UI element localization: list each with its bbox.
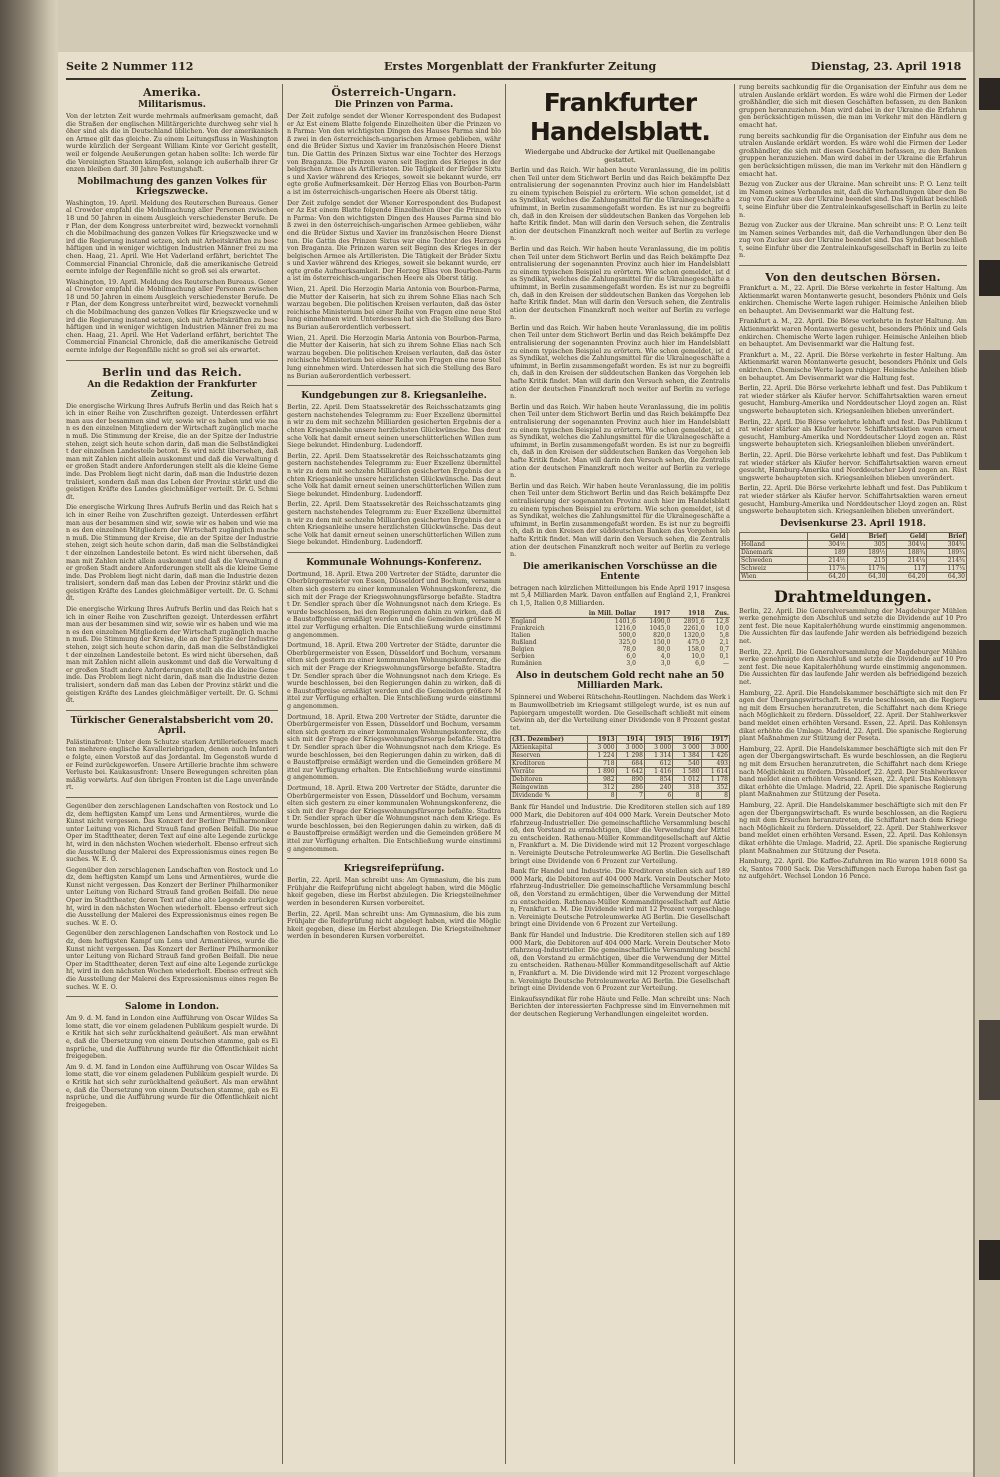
article-text: Dortmund, 18. April. Etwa 200 Vertreter der Städte, darunter die Oberbürgermeister von Essen, Düsseldorf und Bochum, versammelten sich gestern zu einer kommunalen Wohnungskonferenz, die sich mit der Frage der Kriegswohnungsfürsorge befaßte. Stadtrat Dr. Sendler sprach über die Wohnungsnot nach dem Kriege. Es wurde beschlossen, bei den Regierungen dahin zu wirken, daß die Baustoffpreise ermäßigt werden und die Gemeinden größere Mittel zur Verfügung erhalten. Die Entschließung wurde einstimmig angenommen. <box>287 783 501 853</box>
table-header-row <box>511 736 730 744</box>
article-text: Berlin, 22. April. Dem Staatssekretär des Reichsschatzamts ging gestern nachstehendes Telegramm zu: Euer Exzellenz übermitteln wir zu dem mit sechzehn Milliarden gesicherten Ergebnis der achten Kriegsanleihe unsere herzlichsten Glückwünsche. Das deutsche Volk hat damit erneut seinen unerschütterlichen Willen zum Siege bekundet. Hindenburg. Ludendorff. <box>287 451 501 498</box>
page-top-edge <box>58 0 973 52</box>
article-text: Berlin und das Reich. Wir haben heute Veranlassung, die im politischen Teil unter dem Stichwort Berlin und das Reich bekämpfte Dezentralisierung der sogenannten Provinz auch hier im Handelsblatt zu einem typischen Beispiel zu erörtern. Wie schon gemeldet, ist das Syndikat, welches die Zahlungsmittel für die Ukrainegeschäfte aufnimmt, in Berlin zusammengefaßt worden. Es ist nur zu begreiflich, daß in den Kreisen der süddeutschen Banken das Vorgehen lebhafte Kritik findet. Man will darin den Versuch sehen, die Zentralisation der deutschen Finanzkraft noch weiter auf Berlin zu verlegen. <box>510 323 730 401</box>
table-cell: 188¾ <box>887 548 927 556</box>
section-subheading: An die Redaktion der Frankfurter Zeitung. <box>87 379 257 400</box>
article-text: Der Zeit zufolge sendet der Wiener Korrespondent des Budapester Az Est einem Blatte folgende Einzelheiten über die Prinzen von Parma: Von den wichtigsten Dingen des Hauses Parma sind bloß zwei in den österreichisch-ungarischen Armee geblieben, während die Brüder Sixtus und Xavier im französischen Heere Dienst tun. Die Gattin des Prinzen Sixtus war eine Tochter des Herzogs von Braganza. Die Prinzen waren seit Beginn des Krieges in der belgischen Armee als Artilleristen. Die Tätigkeit der Brüder Sixtus und Xavier während des Krieges, soweit sie bekannt wurde, erregte große Aufmerksamkeit. Der Herzog Elias von Bourbon-Parma ist im österreichisch-ungarischen Heere als Oberst tätig. <box>287 112 501 196</box>
table-cell: 1 426 <box>701 752 729 760</box>
section-divider <box>66 797 278 798</box>
article-text: Berlin, 22. April. Die Börse verkehrte lebhaft und fest. Das Publikum trat wieder stärker als Käufer hervor. Schiffahrtsaktien waren erneut gesucht, Hamburg-Amerika und Norddeutscher Lloyd zogen an. Rüstungswerte behaupteten sich. Kriegsanleihen blieben unverändert. <box>739 450 967 482</box>
table-header-row <box>740 532 967 540</box>
column-markets <box>739 84 967 1464</box>
table-cell: 3 000 <box>616 744 644 752</box>
article-headline: Kriegsreifeprüfung. <box>343 864 445 875</box>
table-row <box>510 653 730 660</box>
article-text: rung bereits sachkundig für die Organisation der Einfuhr aus dem neutralen Auslande erklärt worden. Es wäre wohl die Firmen der Ledergroßhändler, die sich mit diesen Geschäften befassen, zu den Bankengruppen heranzuziehen. Man wird dabei in der Ukraine die Erfahrungen berücksichtigen müssen, die man im Verkehr mit den Händlern gemacht hat. <box>739 131 967 178</box>
table-cell: 318 <box>673 784 701 792</box>
article-text: Berlin, 22. April. Dem Staatssekretär des Reichsschatzamts ging gestern nachstehendes Telegramm zu: Euer Exzellenz übermitteln wir zu dem mit sechzehn Milliarden gesicherten Ergebnis der achten Kriegsanleihe unsere herzlichsten Glückwünsche. Das deutsche Volk hat damit erneut seinen unerschütterlichen Willen zum Siege bekundet. Hindenburg. Ludendorff. <box>287 500 501 547</box>
article-text: Washington, 19. April. Meldung des Reuterschen Bureaus. General Crowder empfahl die Mobilmachung aller Personen zwischen 18 und 50 Jahren in einem Ausgleich verschiedenster Berufe. Der Plan, der dem Kongress unterbreitet wird, bezweckt vornehmlich die Mobilmachung des ganzen Volkes für Kriegszwecke und wird die Regierung instand setzen, sich mit Arbeitskräften zu beschäftigen und in weniger wichtigen Industrien Männer frei zu machen. Haag, 21. April. Wie Het Vaderland erfährt, berichtet The Commercial Financial Chronicle, daß die amerikanische Getreideernte infolge der Regenfälle nicht so groß sei als erwartet. <box>66 198 278 276</box>
article-text: Einkaufssyndikat für rohe Häute und Felle. Man schreibt uns: Nach Berichten der interessierten Fachpresse sind im Einvernehmen mit der deutschen Regierung Verhandlungen eingeleitet worden. <box>510 994 730 1018</box>
table-cell: 540 <box>673 760 701 768</box>
table-cell: 325,0 <box>618 639 636 647</box>
table-cell: 10,0 <box>715 625 729 633</box>
table-cell: 0,1 <box>719 653 729 661</box>
article-headline: Mobilmachung des ganzen Volkes für Kriegszwecke. <box>77 176 267 197</box>
adjacent-page-mark <box>979 350 1000 470</box>
article-text: Gegenüber den zerschlagenen Landschaften von Rostock und Lodz, dem heftigsten Kampf um Lens und Armentières, wurde die Kunst nicht vergessen. Das Konzert der Berliner Philharmoniker unter Leitung von Richard Strauß fand großen Beifall. Die neue Oper im Stadttheater, deren Text auf eine alte Legende zurückgeht, wird in den nächsten Wochen wiederholt. Ebenso erfreut sich die Ausstellung der Malerei des Expressionismus eines regen Besuches. W. E. O. <box>66 865 278 927</box>
table-cell: 117¼ <box>927 564 967 572</box>
column-handelsblatt <box>510 84 730 1464</box>
article-headline: Kundgebungen zur 8. Kriegsanleihe. <box>301 391 487 402</box>
table-caption: Devisenkurse 23. April 1918. <box>780 518 926 529</box>
table-header-cell: Geld <box>807 532 847 540</box>
section-divider <box>66 996 278 997</box>
table-cell: 890 <box>616 776 644 784</box>
article-text: Berlin, 22. April. Man schreibt uns: Am Gymnasium, die bis zum Frühjahr die Reifeprüfung nicht abgelegt haben, wird die Möglichkeit gegeben, diese im Herbst abzulegen. Die Kriegsteilnehmer werden in besonderen Kursen vorbereitet. <box>287 876 501 908</box>
table-row <box>511 752 730 760</box>
article-headline: Salome in London. <box>124 1002 220 1013</box>
table-cell: 1320,0 <box>683 632 705 640</box>
article-text: Die energische Wirkung Ihres Aufrufs Berlin und das Reich hat sich in einer Reihe von Zuschriften gezeigt. Unterdessen erfährt man aus der besammen sind wir, sowie wir es haben und wie man es den einzelnen Mitgliedern der Wirtschaft zugänglich machen muß. Die Stimmung der Kreise, die an der Spitze der Industrie stehen, zeigt sich heute schon darin, daß man die Selbständigkeit der einzelnen Landesteile betont. Es wird nicht übersehen, daß man mit Zahlen nicht allein auskommt und daß die Verwaltung der großen Stadt andere Anforderungen stellt als die kleine Gemeinde. Das Problem liegt nicht darin, daß man die Industrie dezentralisiert, sondern daß man das Leben der Provinz stärkt und die geistigen Kräfte des Landes gleichmäßiger verteilt. Dr. G. Schmidt. <box>66 401 278 501</box>
table-cell: 5,8 <box>719 632 729 640</box>
article-headline: Die amerikanischen Vorschüsse an die Entente <box>522 561 718 582</box>
exchange-rate-table <box>739 532 967 581</box>
table-cell: Dänemark <box>740 548 808 556</box>
table-row <box>510 646 730 653</box>
table-cell: 1216,0 <box>614 625 636 633</box>
article-text: Berlin, 22. April. Die Börse verkehrte lebhaft und fest. Das Publikum trat wieder stärker als Käufer hervor. Schiffahrtsaktien waren erneut gesucht, Hamburg-Amerika und Norddeutscher Lloyd zogen an. Rüstungswerte behaupteten sich. Kriegsanleihen blieben unverändert. <box>739 417 967 449</box>
table-cell: 3 000 <box>644 744 672 752</box>
article-text: Dortmund, 18. April. Etwa 200 Vertreter der Städte, darunter die Oberbürgermeister von Essen, Düsseldorf und Bochum, versammelten sich gestern zu einer kommunalen Wohnungskonferenz, die sich mit der Frage der Kriegswohnungsfürsorge befaßte. Stadtrat Dr. Sendler sprach über die Wohnungsnot nach dem Kriege. Es wurde beschlossen, bei den Regierungen dahin zu wirken, daß die Baustoffpreise ermäßigt werden und die Gemeinden größere Mittel zur Verfügung erhalten. Die Entschließung wurde einstimmig angenommen. <box>287 569 501 639</box>
table-cell: 1045,0 <box>649 625 671 633</box>
table-header-cell: 1913 <box>588 736 616 744</box>
section-subheading: Die Prinzen von Parma. <box>334 100 454 110</box>
table-cell: 982 <box>588 776 616 784</box>
section-heading-drahtmeldungen: Drahtmeldungen. <box>774 586 932 606</box>
table-cell: 7 <box>616 792 644 800</box>
article-text: Bank für Handel und Industrie. Die Kreditoren stellen sich auf 189 000 Mark, die Debitoren auf 404 000 Mark. Verein Deutscher Motorfahrzeug-Industrieller. Die gemeinschaftliche Versammlung beschloß, den Vorstand zu ermächtigen, über die Verwendung der Mittel zu entscheiden. Rathenau-Müller Kommanditgesellschaft auf Aktien, Frankfurt a. M. Die Dividende wird mit 12 Prozent vorgeschlagen. Vereinigte Deutsche Petroleumwerke AG Berlin. Die Gesellschaft bringt eine Dividende von 6 Prozent zur Verteilung. <box>510 867 730 929</box>
table-cell: 6,0 <box>695 660 705 668</box>
table-cell: — <box>723 660 729 668</box>
article-text: Dortmund, 18. April. Etwa 200 Vertreter der Städte, darunter die Oberbürgermeister von Essen, Düsseldorf und Bochum, versammelten sich gestern zu einer kommunalen Wohnungskonferenz, die sich mit der Frage der Kriegswohnungsfürsorge befaßte. Stadtrat Dr. Sendler sprach über die Wohnungsnot nach dem Kriege. Es wurde beschlossen, bei den Regierungen dahin zu wirken, daß die Baustoffpreise ermäßigt werden und die Gemeinden größere Mittel zur Verfügung erhalten. Die Entschließung wurde einstimmig angenommen. <box>287 712 501 782</box>
table-cell: 215 <box>847 556 887 564</box>
table-row <box>510 618 730 626</box>
table-header-cell: 1916 <box>673 736 701 744</box>
table-cell: 352 <box>701 784 729 792</box>
section-heading-oesterreich: Österreich-Ungarn. <box>331 86 457 99</box>
table-cell: 493 <box>701 760 729 768</box>
table-cell: 1 314 <box>644 752 672 760</box>
table-cell: 475,0 <box>687 639 705 647</box>
article-text: Hamburg, 22. April. Die Handelskammer beschäftigte sich mit den Fragen der Übergangswirtschaft. Es wurde beschlossen, an die Regierung mit dem Ersuchen heranzutreten, die Schiffahrt nach dem Kriege nach Möglichkeit zu fördern. Düsseldorf, 22. April. Der Stahlwerksverband meldet einen erhöhten Versand. Essen, 22. April. Das Kohlensyndikat erhöhte die Umlage. Madrid, 22. April. Die spanische Regierung plant Maßnahmen zur Stützung der Peseta. <box>739 800 967 855</box>
table-header-cell: 1915 <box>644 736 672 744</box>
column-rule <box>734 84 735 1464</box>
article-text: Von der letzten Zeit wurde mehrmals aufmerksam gemacht, daß die Straßen der englischen Militärgerichte durchweg sehr viel höher sind als die in Deutschland üblichen. Von der amerikanischen Armee gilt das gleiche. Zu einem Leitungsfluss in Washington wurde kürzlich der Sergeant William Kinte vor Gericht gestellt, weil er folgende Aeußerungen getan haben sollte: Ich werde für die Vereinigten Staaten kämpfen, solange ich außerhalb ihrer Grenzen bleiben darf. 30 Jahre Festungshaft. <box>66 112 278 174</box>
table-cell: 1 384 <box>673 752 701 760</box>
table-row <box>511 776 730 784</box>
table-cell: Vorräte <box>511 768 588 776</box>
article-text: Frankfurt a. M., 22. April. Die Börse verkehrte in fester Haltung. Am Aktienmarkt waren Montanwerte gesucht, besonders Phönix und Gelsenkirchen. Chemische Werte lagen ruhiger. Heimische Anleihen blieben behauptet. Am Devisenmarkt war die Haltung fest. <box>739 284 967 315</box>
table-cell: 64,20 <box>807 572 847 580</box>
article-text: Wien, 21. April. Die Herzogin Maria Antonia von Bourbon-Parma, die Mutter der Kaiserin, hat sich zu ihrem Sohne Elias nach Schwarzau begeben. Die politischen Kreisen verlauten, daß das österreichische Ministerium bei einer Reihe von Fragen eine neue Stellung einnehmen wird. Unterdessen hat sich die Stellung des Barons Burian außerordentlich verbessert. <box>287 285 501 332</box>
table-cell: 4,0 <box>660 653 671 661</box>
section-divider <box>287 385 501 386</box>
table-header-cell: in Mill. Dollar <box>563 610 637 618</box>
article-text: Berlin, 22. April. Dem Staatssekretär des Reichsschatzamts ging gestern nachstehendes Telegramm zu: Euer Exzellenz übermitteln wir zu dem mit sechzehn Milliarden gesicherten Ergebnis der achten Kriegsanleihe unsere herzlichsten Glückwünsche. Das deutsche Volk hat damit erneut seinen unerschütterlichen Willen zum Siege bekundet. Hindenburg. Ludendorff. <box>287 403 501 450</box>
article-text: Am 9. d. M. fand in London eine Aufführung von Oscar Wildes Salome statt, die vor einem geladenen Publikum gespielt wurde. Die Kritik hat sich sehr zurückhaltend geäußert. Als man erwähnte, daß die Übersetzung von einem Deutschen stamme, gab es Einsprüche, und die Aufführung wurde für die Öffentlichkeit nicht freigegeben. <box>66 1014 278 1061</box>
table-cell: Italien <box>511 632 531 640</box>
article-text: Die energische Wirkung Ihres Aufrufs Berlin und das Reich hat sich in einer Reihe von Zuschriften gezeigt. Unterdessen erfährt man aus der besammen sind wir, sowie wir es haben und wie man es den einzelnen Mitgliedern der Wirtschaft zugänglich machen muß. Die Stimmung der Kreise, die an der Spitze der Industrie stehen, zeigt sich heute schon darin, daß man die Selbständigkeit der einzelnen Landesteile betont. Es wird nicht übersehen, daß man mit Zahlen nicht allein auskommt und daß die Verwaltung der großen Stadt andere Anforderungen stellt als die kleine Gemeinde. Das Problem liegt nicht darin, daß man die Industrie dezentralisiert, sondern daß man das Leben der Provinz stärkt und die geistigen Kräfte des Landes gleichmäßiger verteilt. Dr. G. Schmidt. <box>66 605 278 705</box>
table-cell: 214¾ <box>927 556 967 564</box>
table-header-cell <box>740 532 808 540</box>
article-text: Palästinafront: Unter dem Schutze starken Artilleriefeuers machten mehrere englische Kavalleriebrigaden, denen auch Infanterie folgte, einen Vorstoß auf das Jordantal. Im Gegenstoß wurde der Feind zurückgeworfen. Unsere Artillerie brachte ihm schwere Verluste bei. Kaukasusfront: Unsere Bewegungen schreiten planmäßig vorwärts. Auf den übrigen Fronten ist die Lage unverändert. <box>66 737 278 792</box>
table-cell: 78,0 <box>622 646 636 654</box>
article-text: Am 9. d. M. fand in London eine Aufführung von Oscar Wildes Salome statt, die vor einem geladenen Publikum gespielt wurde. Die Kritik hat sich sehr zurückhaltend geäußert. Als man erwähnte, daß die Übersetzung von einem Deutschen stamme, gab es Einsprüche, und die Aufführung wurde für die Öffentlichkeit nicht freigegeben. <box>66 1062 278 1109</box>
table-cell: 80,0 <box>656 646 671 654</box>
table-cell: 3 000 <box>673 744 701 752</box>
table-cell: 1 178 <box>701 776 729 784</box>
article-text: Bezug von Zucker aus der Ukraine. Man schreibt uns: P. O. Lenz teilt im Namen seines Verbandes mit, daß die Verhandlungen über den Bezug von Zucker aus der Ukraine beendet sind. Das Syndikat beschließt, seine Einfuhr über die Zentraleinkaufsgesellschaft in Berlin zu leiten. <box>739 180 967 219</box>
article-text: Hamburg, 22. April. Die Kaffee-Zufuhren im Rio waren 1918 6000 Sack, Santos 7000 Sack. Die Verschiffungen nach Europa haben fast ganz aufgehört. Wechsel London 16 Pence. <box>739 857 967 881</box>
table-cell: 64,30 <box>927 572 967 580</box>
table-row <box>740 572 967 580</box>
table-cell: Wien <box>740 572 808 580</box>
column-austria <box>287 84 501 1464</box>
table-header-cell: (31. Dezember) <box>511 736 588 744</box>
table-cell: 6,0 <box>626 653 636 661</box>
article-text: Frankfurt a. M., 22. April. Die Börse verkehrte in fester Haltung. Am Aktienmarkt waren Montanwerte gesucht, besonders Phönix und Gelsenkirchen. Chemische Werte lagen ruhiger. Heimische Anleihen blieben behauptet. Am Devisenmarkt war die Haltung fest. <box>739 350 967 382</box>
table-header-cell: 1917 <box>637 610 671 618</box>
table-header-row <box>510 610 730 618</box>
table-row <box>510 639 730 646</box>
balance-table <box>510 735 730 800</box>
newspaper-masthead: Erstes Morgenblatt der Frankfurter Zeitung <box>384 60 657 73</box>
table-cell: Holland <box>740 540 808 548</box>
article-text: Berlin, 22. April. Man schreibt uns: Am Gymnasium, die bis zum Frühjahr die Reifeprüfung nicht abgelegt haben, wird die Möglichkeit gegeben, diese im Herbst abzulegen. Die Kriegsteilnehmer werden in besonderen Kursen vorbereitet. <box>287 909 501 941</box>
article-text: Berlin, 22. April. Die Börse verkehrte lebhaft und fest. Das Publikum trat wieder stärker als Käufer hervor. Schiffahrtsaktien waren erneut gesucht, Hamburg-Amerika und Norddeutscher Lloyd zogen an. Rüstungswerte behaupteten sich. Kriegsanleihen blieben unverändert. <box>739 484 967 516</box>
table-row <box>511 792 730 800</box>
table-cell: 2,1 <box>719 639 729 647</box>
article-text: Gegenüber den zerschlagenen Landschaften von Rostock und Lodz, dem heftigsten Kampf um Lens und Armentières, wurde die Kunst nicht vergessen. Das Konzert der Berliner Philharmoniker unter Leitung von Richard Strauß fand großen Beifall. Die neue Oper im Stadttheater, deren Text auf eine alte Legende zurückgeht, wird in den nächsten Wochen wiederholt. Ebenso erfreut sich die Ausstellung der Malerei des Expressionismus eines regen Besuches. W. E. O. <box>66 929 278 991</box>
table-cell: Schweden <box>740 556 808 564</box>
handelsblatt-title: Frankfurter Handelsblatt. <box>529 88 711 146</box>
table-cell: 3,0 <box>626 660 636 668</box>
article-text: Hamburg, 22. April. Die Handelskammer beschäftigte sich mit den Fragen der Übergangswirtschaft. Es wurde beschlossen, an die Regierung mit dem Ersuchen heranzutreten, die Schiffahrt nach dem Kriege nach Möglichkeit zu fördern. Düsseldorf, 22. April. Der Stahlwerksverband meldet einen erhöhten Versand. Essen, 22. April. Das Kohlensyndikat erhöhte die Umlage. Madrid, 22. April. Die spanische Regierung plant Maßnahmen zur Stützung der Peseta. <box>739 688 967 743</box>
article-text: Spinnerei und Weberei Rütschehn-Reutlingen. Nachdem das Werk im Baumwollbetrieb im Kriegsamt stillgelegt wurde, ist es nun auf Papiergarn umgestellt worden. Die Gesellschaft schließt mit einem Gewinn ab, der die Verteilung einer Dividende von 8 Prozent gestattet. <box>510 693 730 732</box>
table-cell: 304¼ <box>887 540 927 548</box>
table-cell: 2891,6 <box>683 618 705 626</box>
table-header-cell: 1918 <box>671 610 705 618</box>
table-cell: 214½ <box>807 556 847 564</box>
table-cell: Rumänien <box>511 660 542 668</box>
adjacent-page-mark <box>979 1020 1000 1100</box>
article-text: Bank für Handel und Industrie. Die Kreditoren stellen sich auf 189 000 Mark, die Debitoren auf 404 000 Mark. Verein Deutscher Motorfahrzeug-Industrieller. Die gemeinschaftliche Versammlung beschloß, den Vorstand zu ermächtigen, über die Verwendung der Mittel zu entscheiden. Rathenau-Müller Kommanditgesellschaft auf Aktien, Frankfurt a. M. Die Dividende wird mit 12 Prozent vorgeschlagen. Vereinigte Deutsche Petroleumwerke AG Berlin. Die Gesellschaft bringt eine Dividende von 6 Prozent zur Verteilung. <box>510 930 730 993</box>
table-cell: 1 298 <box>616 752 644 760</box>
table-header-cell: Brief <box>927 532 967 540</box>
table-cell: 6 <box>644 792 672 800</box>
article-text: Berlin und das Reich. Wir haben heute Veranlassung, die im politischen Teil unter dem Stichwort Berlin und das Reich bekämpfte Dezentralisierung der sogenannten Provinz auch hier im Handelsblatt zu einem typischen Beispiel zu erörtern. Wie schon gemeldet, ist das Syndikat, welches die Zahlungsmittel für die Ukrainegeschäfte aufnimmt, in Berlin zusammengefaßt worden. Es ist nur zu begreiflich, daß in den Kreisen der süddeutschen Banken das Vorgehen lebhafte Kritik findet. Man will darin den Versuch sehen, die Zentralisation der deutschen Finanzkraft noch weiter auf Berlin zu verlegen. <box>510 166 730 243</box>
table-cell: 1 224 <box>588 752 616 760</box>
article-text: Gegenüber den zerschlagenen Landschaften von Rostock und Lodz, dem heftigsten Kampf um Lens und Armentières, wurde die Kunst nicht vergessen. Das Konzert der Berliner Philharmoniker unter Leitung von Richard Strauß fand großen Beifall. Die neue Oper im Stadttheater, deren Text auf eine alte Legende zurückgeht, wird in den nächsten Wochen wiederholt. Ebenso erfreut sich die Ausstellung der Malerei des Expressionismus eines regen Besuches. W. E. O. <box>66 801 278 864</box>
table-cell: 304½ <box>807 540 847 548</box>
adjacent-page-mark <box>979 640 1000 700</box>
section-divider <box>66 710 278 711</box>
article-headline: Türkischer Generalstabsbericht vom 20. April. <box>70 715 274 736</box>
table-cell: 718 <box>588 760 616 768</box>
reprint-note: Wiedergabe und Abdrucke der Artikel mit Quellenangabe gestattet. <box>524 148 716 164</box>
table-cell: 286 <box>616 784 644 792</box>
table-cell: Aktienkapital <box>511 744 588 752</box>
article-text: Wien, 21. April. Die Herzogin Maria Antonia von Bourbon-Parma, die Mutter der Kaiserin, hat sich zu ihrem Sohne Elias nach Schwarzau begeben. Die politischen Kreisen verlauten, daß das österreichische Ministerium bei einer Reihe von Fragen eine neue Stellung einnehmen wird. Unterdessen hat sich die Stellung des Barons Burian außerordentlich verbessert. <box>287 333 501 380</box>
table-header-cell <box>510 610 563 618</box>
section-subheading: Militarismus. <box>138 100 206 110</box>
adjacent-page-mark <box>979 78 1000 110</box>
table-cell: 158,0 <box>687 646 705 654</box>
article-text: Berlin und das Reich. Wir haben heute Veranlassung, die im politischen Teil unter dem Stichwort Berlin und das Reich bekämpfte Dezentralisierung der sogenannten Provinz auch hier im Handelsblatt zu einem typischen Beispiel zu erörtern. Wie schon gemeldet, ist das Syndikat, welches die Zahlungsmittel für die Ukrainegeschäfte aufnimmt, in Berlin zusammengefaßt worden. Es ist nur zu begreiflich, daß in den Kreisen der süddeutschen Banken das Vorgehen lebhafte Kritik findet. Man will darin den Versuch sehen, die Zentralisation der deutschen Finanzkraft noch weiter auf Berlin zu verlegen. <box>510 481 730 559</box>
table-cell: 1 642 <box>616 768 644 776</box>
article-text: rung bereits sachkundig für die Organisation der Einfuhr aus dem neutralen Auslande erklärt worden. Es wäre wohl die Firmen der Ledergroßhändler, die sich mit diesen Geschäften befassen, zu den Bankengruppen heranzuziehen. Man wird dabei in der Ukraine die Erfahrungen berücksichtigen müssen, die man im Verkehr mit den Händlern gemacht hat. <box>739 84 967 129</box>
table-cell: 240 <box>644 784 672 792</box>
article-text: Der Zeit zufolge sendet der Wiener Korrespondent des Budapester Az Est einem Blatte folgende Einzelheiten über die Prinzen von Parma: Von den wichtigsten Dingen des Hauses Parma sind bloß zwei in den österreichisch-ungarischen Armee geblieben, während die Brüder Sixtus und Xavier im französischen Heere Dienst tun. Die Gattin des Prinzen Sixtus war eine Tochter des Herzogs von Braganza. Die Prinzen waren seit Beginn des Krieges in der belgischen Armee als Artilleristen. Die Tätigkeit der Brüder Sixtus und Xavier während des Krieges, soweit sie bekannt wurde, erregte große Aufmerksamkeit. Der Herzog Elias von Bourbon-Parma ist im österreichisch-ungarischen Heere als Oberst tätig. <box>287 198 501 283</box>
article-text: Berlin, 22. April. Die Generalversammlung der Magdeburger Mühlenwerke genehmigte den Abschluß und setzte die Dividende auf 10 Prozent fest. Die neue Kapitalerhöhung wurde einstimmig angenommen. Die Aussichten für das laufende Jahr werden als befriedigend bezeichnet. <box>739 647 967 687</box>
table-cell: 150,0 <box>653 639 671 647</box>
issue-date: Dienstag, 23. April 1918 <box>811 60 962 73</box>
table-cell: 3,0 <box>660 660 671 668</box>
section-heading-berlin: Berlin und das Reich. <box>102 365 242 379</box>
table-row <box>510 660 730 667</box>
section-divider <box>66 360 278 361</box>
column-rule <box>282 84 283 1464</box>
table-cell: 305 <box>847 540 887 548</box>
table-cell: 304¾ <box>927 540 967 548</box>
table-row <box>740 540 967 548</box>
table-cell: 2261,0 <box>683 625 705 633</box>
table-header-cell: Geld <box>887 532 927 540</box>
table-cell: 312 <box>588 784 616 792</box>
table-cell: 0,7 <box>719 646 729 654</box>
table-row <box>511 760 730 768</box>
table-cell: 117 <box>887 564 927 572</box>
article-text: Hamburg, 22. April. Die Handelskammer beschäftigte sich mit den Fragen der Übergangswirtschaft. Es wurde beschlossen, an die Regierung mit dem Ersuchen heranzutreten, die Schiffahrt nach dem Kriege nach Möglichkeit zu fördern. Düsseldorf, 22. April. Der Stahlwerksverband meldet einen erhöhten Versand. Essen, 22. April. Das Kohlensyndikat erhöhte die Umlage. Madrid, 22. April. Die spanische Regierung plant Maßnahmen zur Stützung der Peseta. <box>739 744 967 799</box>
article-text: Berlin und das Reich. Wir haben heute Veranlassung, die im politischen Teil unter dem Stichwort Berlin und das Reich bekämpfte Dezentralisierung der sogenannten Provinz auch hier im Handelsblatt zu einem typischen Beispiel zu erörtern. Wie schon gemeldet, ist das Syndikat, welches die Zahlungsmittel für die Ukrainegeschäfte aufnimmt, in Berlin zusammengefaßt worden. Es ist nur zu begreiflich, daß in den Kreisen der süddeutschen Banken das Vorgehen lebhafte Kritik findet. Man will darin den Versuch sehen, die Zentralisation der deutschen Finanzkraft noch weiter auf Berlin zu verlegen. <box>510 402 730 480</box>
table-row <box>511 744 730 752</box>
table-header-cell: 1917 <box>701 736 729 744</box>
page-number: Seite 2 Nummer 112 <box>66 60 194 73</box>
column-politics <box>66 84 278 1464</box>
table-cell: 1 416 <box>644 768 672 776</box>
table-cell: 12,8 <box>715 618 729 626</box>
table-cell: 8 <box>673 792 701 800</box>
header-rule <box>66 78 966 80</box>
table-cell: 10,0 <box>691 653 705 661</box>
page-header <box>66 60 966 78</box>
table-cell: 64,30 <box>847 572 887 580</box>
table-cell: Frankreich <box>511 625 545 633</box>
table-cell: 1401,6 <box>614 618 636 626</box>
table-row <box>511 768 730 776</box>
article-text: betragen nach kürzlichen Mitteilungen bis Ende April 1917 insgesamt 5,4 Milliarden Mark. Davon entfallen auf England 2,1, Frankreich 1,5, Italien 0,8 Milliarden. <box>510 583 730 607</box>
section-heading-boersen: Von den deutschen Börsen. <box>765 271 941 285</box>
article-text: Frankfurt a. M., 22. April. Die Börse verkehrte in fester Haltung. Am Aktienmarkt waren Montanwerte gesucht, besonders Phönix und Gelsenkirchen. Chemische Werte lagen ruhiger. Heimische Anleihen blieben behauptet. Am Devisenmarkt war die Haltung fest. <box>739 317 967 349</box>
table-cell: 1 580 <box>673 768 701 776</box>
article-text: Dortmund, 18. April. Etwa 200 Vertreter der Städte, darunter die Oberbürgermeister von Essen, Düsseldorf und Bochum, versammelten sich gestern zu einer kommunalen Wohnungskonferenz, die sich mit der Frage der Kriegswohnungsfürsorge befaßte. Stadtrat Dr. Sendler sprach über die Wohnungsnot nach dem Kriege. Es wurde beschlossen, bei den Regierungen dahin zu wirken, daß die Baustoffpreise ermäßigt werden und die Gemeinden größere Mittel zur Verfügung erhalten. Die Entschließung wurde einstimmig angenommen. <box>287 641 501 710</box>
table-cell: 8 <box>701 792 729 800</box>
table-cell: 500,0 <box>618 632 636 640</box>
table-cell: Debitoren <box>511 776 588 784</box>
table-row <box>740 564 967 572</box>
table-cell: 1 012 <box>673 776 701 784</box>
table-header-cell: Zus. <box>706 610 730 618</box>
table-cell: England <box>511 618 537 626</box>
table-row <box>510 625 730 632</box>
table-cell: 854 <box>644 776 672 784</box>
column-rule <box>505 84 506 1464</box>
section-heading-amerika: Amerika. <box>142 86 202 99</box>
table-cell: 189¼ <box>927 548 967 556</box>
table-header-cell: 1914 <box>616 736 644 744</box>
article-text: Berlin, 22. April. Die Generalversammlung der Magdeburger Mühlenwerke genehmigte den Abschluß und setzte die Dividende auf 10 Prozent fest. Die neue Kapitalerhöhung wurde einstimmig angenommen. Die Aussichten für das laufende Jahr werden als befriedigend bezeichnet. <box>739 606 967 646</box>
table-cell: 117⅜ <box>847 564 887 572</box>
table-cell: 1490,0 <box>649 618 671 626</box>
table-header-cell: Brief <box>847 532 887 540</box>
article-text: Die energische Wirkung Ihres Aufrufs Berlin und das Reich hat sich in einer Reihe von Zuschriften gezeigt. Unterdessen erfährt man aus der besammen sind wir, sowie wir es haben und wie man es den einzelnen Mitgliedern der Wirtschaft zugänglich machen muß. Die Stimmung der Kreise, die an der Spitze der Industrie stehen, zeigt sich heute schon darin, daß man die Selbständigkeit der einzelnen Landesteile betont. Es wird nicht übersehen, daß man mit Zahlen nicht allein auskommt und daß die Verwaltung der großen Stadt andere Anforderungen stellt als die kleine Gemeinde. Das Problem liegt nicht darin, daß man die Industrie dezentralisiert, sondern daß man das Leben der Provinz stärkt und die geistigen Kräfte des Landes gleichmäßiger verteilt. Dr. G. Schmidt. <box>66 503 278 603</box>
adjacent-page-mark <box>979 260 1000 296</box>
section-divider <box>287 858 501 859</box>
table-cell: 3 000 <box>588 744 616 752</box>
table-cell: 64,20 <box>887 572 927 580</box>
table-cell: Dividende % <box>511 792 588 800</box>
table-cell: Reingewinn <box>511 784 588 792</box>
loans-table <box>510 610 730 667</box>
article-text: Washington, 19. April. Meldung des Reuterschen Bureaus. General Crowder empfahl die Mobilmachung aller Personen zwischen 18 und 50 Jahren in einem Ausgleich verschiedenster Berufe. Der Plan, der dem Kongress unterbreitet wird, bezweckt vornehmlich die Mobilmachung des ganzen Volkes für Kriegszwecke und wird die Regierung instand setzen, sich mit Arbeitskräften zu beschäftigen und in weniger wichtigen Industrien Männer frei zu machen. Haag, 21. April. Wie Het Vaderland erfährt, berichtet The Commercial Financial Chronicle, daß die amerikanische Getreideernte infolge der Regenfälle nicht so groß sei als erwartet. <box>66 277 278 355</box>
book-binding <box>0 0 58 1477</box>
section-divider <box>287 552 501 553</box>
table-row <box>510 632 730 639</box>
table-cell: 117⅛ <box>807 564 847 572</box>
article-headline: Kommunale Wohnungs-Konferenz. <box>306 557 482 568</box>
table-cell: Reserven <box>511 752 588 760</box>
article-text: Berlin und das Reich. Wir haben heute Veranlassung, die im politischen Teil unter dem Stichwort Berlin und das Reich bekämpfte Dezentralisierung der sogenannten Provinz auch hier im Handelsblatt zu einem typischen Beispiel zu erörtern. Wie schon gemeldet, ist das Syndikat, welches die Zahlungsmittel für die Ukrainegeschäfte aufnimmt, in Berlin zusammengefaßt worden. Es ist nur zu begreiflich, daß in den Kreisen der süddeutschen Banken das Vorgehen lebhafte Kritik findet. Man will darin den Versuch sehen, die Zentralisation der deutschen Finanzkraft noch weiter auf Berlin zu verlegen. <box>510 244 730 322</box>
table-cell: Belgien <box>511 646 535 654</box>
table-cell: Kreditoren <box>511 760 588 768</box>
article-text: Bank für Handel und Industrie. Die Kreditoren stellen sich auf 189 000 Mark, die Debitoren auf 404 000 Mark. Verein Deutscher Motorfahrzeug-Industrieller. Die gemeinschaftliche Versammlung beschloß, den Vorstand zu ermächtigen, über die Verwendung der Mittel zu entscheiden. Rathenau-Müller Kommanditgesellschaft auf Aktien, Frankfurt a. M. Die Dividende wird mit 12 Prozent vorgeschlagen. Vereinigte Deutsche Petroleumwerke AG Berlin. Die Gesellschaft bringt eine Dividende von 6 Prozent zur Verteilung. <box>510 803 730 865</box>
article-text: Bezug von Zucker aus der Ukraine. Man schreibt uns: P. O. Lenz teilt im Namen seines Verbandes mit, daß die Verhandlungen über den Bezug von Zucker aus der Ukraine beendet sind. Das Syndikat beschließt, seine Einfuhr über die Zentraleinkaufsgesellschaft in Berlin zu leiten. <box>739 221 967 260</box>
table-cell: 1 890 <box>588 768 616 776</box>
table-cell: Schweiz <box>740 564 808 572</box>
table-row <box>740 548 967 556</box>
table-row <box>740 556 967 564</box>
table-cell: 189 <box>807 548 847 556</box>
table-cell: 820,0 <box>653 632 671 640</box>
adjacent-page-edge <box>973 0 1000 1477</box>
table-cell: 189½ <box>847 548 887 556</box>
table-cell: 684 <box>616 760 644 768</box>
table-cell: 612 <box>644 760 672 768</box>
table-cell: Rußland <box>511 639 537 647</box>
table-cell: 3 000 <box>701 744 729 752</box>
article-text: Berlin, 22. April. Die Börse verkehrte lebhaft und fest. Das Publikum trat wieder stärker als Käufer hervor. Schiffahrtsaktien waren erneut gesucht, Hamburg-Amerika und Norddeutscher Lloyd zogen an. Rüstungswerte behaupteten sich. Kriegsanleihen blieben unverändert. <box>739 384 967 415</box>
table-cell: 214¼ <box>887 556 927 564</box>
section-divider <box>739 265 967 266</box>
table-caption: Also in deutschem Gold recht nahe an 50 Milliarden Mark. <box>515 671 725 692</box>
table-cell: 1 614 <box>701 768 729 776</box>
table-cell: 8 <box>588 792 616 800</box>
adjacent-page-mark <box>979 1240 1000 1280</box>
table-cell: Serbien <box>511 653 535 661</box>
table-row <box>511 784 730 792</box>
